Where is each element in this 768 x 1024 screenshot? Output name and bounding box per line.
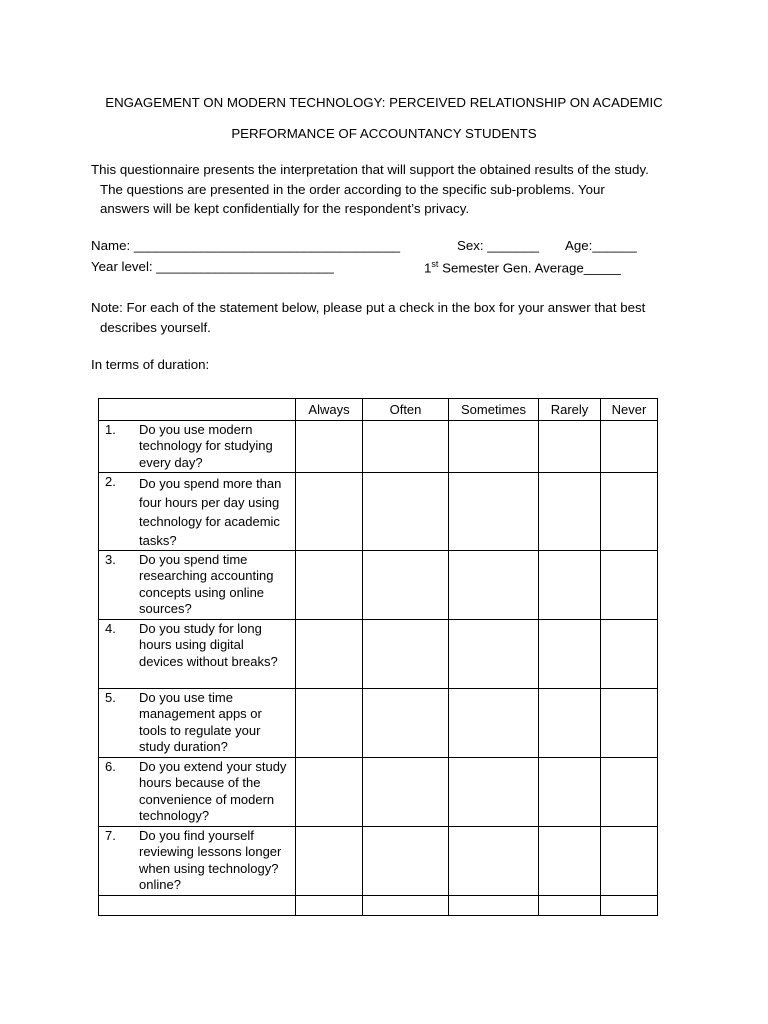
answer-box-always[interactable] [296,758,363,827]
age-field[interactable]: Age:______ [565,238,637,253]
intro-line-2: The questions are presented in the order according to the specific sub-problems. Your [100,181,605,197]
answer-box-sometimes[interactable] [449,827,539,896]
table-row [99,473,658,551]
name-field[interactable]: Name: ____________________________________ [91,238,401,253]
questionnaire-table [98,398,658,916]
gen-average-label: Semester Gen. Average_____ [438,260,621,276]
table-row [99,758,658,827]
answer-box-never[interactable] [601,896,658,916]
header-question [99,399,296,421]
section-label: In terms of duration: [91,357,210,372]
answer-box-rarely[interactable] [539,758,601,827]
answer-box-always[interactable] [296,689,363,758]
answer-box-never[interactable] [601,551,658,620]
question-number: 5. [105,690,116,705]
table-row [99,551,658,620]
intro-paragraph [91,160,691,219]
header-always: Always [296,399,363,421]
answer-box-often[interactable] [363,620,449,689]
answer-box-sometimes[interactable] [449,896,539,916]
note-line-1: Note: For each of the statement below, please put a check in the box for your answer that best [91,300,646,315]
answer-box-always[interactable] [296,896,363,916]
question-number: 7. [105,828,116,843]
question-number: 3. [105,552,116,567]
answer-box-often[interactable] [363,421,449,473]
answer-box-rarely[interactable] [539,896,601,916]
answer-box-always[interactable] [296,551,363,620]
question-text: Do you find yourself reviewing lessons longer when using technology? online? [139,828,282,892]
header-never: Never [601,399,658,421]
answer-box-never[interactable] [601,758,658,827]
answer-box-often[interactable] [363,473,449,551]
question-text: Do you use time management apps or tools to regulate your study duration? [139,690,262,754]
year-level-field[interactable]: Year level: ________________________ [91,259,334,274]
title-line-1: ENGAGEMENT ON MODERN TECHNOLOGY: PERCEIVED RELATIONSHIP ON ACADEMIC [105,95,663,110]
answer-box-never[interactable] [601,473,658,551]
question-text: Do you use modern technology for studying every day? [139,422,273,470]
question-text: Do you spend more than four hours per day using technology for academic tasks? [139,476,282,548]
answer-box-never[interactable] [601,827,658,896]
question-text: Do you extend your study hours because of the convenience of modern technology? [139,759,287,823]
header-often: Often [363,399,449,421]
answer-box-often[interactable] [363,896,449,916]
answer-box-sometimes[interactable] [449,551,539,620]
answer-box-sometimes[interactable] [449,758,539,827]
answer-box-often[interactable] [363,827,449,896]
answer-box-often[interactable] [363,689,449,758]
gen-average-ordinal: 1 [424,260,432,276]
answer-box-sometimes[interactable] [449,421,539,473]
answer-box-always[interactable] [296,473,363,551]
answer-box-sometimes[interactable] [449,689,539,758]
answer-box-always[interactable] [296,620,363,689]
question-text: Do you spend time researching accounting concepts using online sources? [139,552,274,616]
table-row [99,421,658,473]
table-row [99,620,658,689]
gen-average-field[interactable] [424,259,621,275]
answer-box-rarely[interactable] [539,473,601,551]
title-line-2: PERFORMANCE OF ACCOUNTANCY STUDENTS [231,126,537,141]
answer-box-often[interactable] [363,551,449,620]
question-number: 6. [105,759,116,774]
answer-box-rarely[interactable] [539,827,601,896]
intro-line-1: This questionnaire presents the interpretation that will support the obtained results of the study. [91,162,649,177]
header-rarely: Rarely [539,399,601,421]
answer-box-rarely[interactable] [539,421,601,473]
answer-box-rarely[interactable] [539,620,601,689]
answer-box-always[interactable] [296,827,363,896]
answer-box-rarely[interactable] [539,689,601,758]
answer-box-sometimes[interactable] [449,473,539,551]
question-number: 2. [105,474,116,489]
table-row [99,827,658,896]
answer-box-never[interactable] [601,421,658,473]
intro-line-3: answers will be kept confidentially for the respondent’s privacy. [100,201,470,216]
table-header-row [99,399,658,421]
question-number: 1. [105,422,116,437]
table-row-empty [99,896,658,916]
answer-box-never[interactable] [601,689,658,758]
question-text: Do you study for long hours using digital devices without breaks? [139,621,278,669]
note-paragraph [91,298,691,337]
header-sometimes: Sometimes [449,399,539,421]
table-row [99,689,658,758]
answer-box-often[interactable] [363,758,449,827]
answer-box-always[interactable] [296,421,363,473]
answer-box-never[interactable] [601,620,658,689]
question-number: 4. [105,621,116,636]
gen-average-ordinal-suffix: st [431,259,439,269]
answer-box-rarely[interactable] [539,551,601,620]
note-line-2: describes yourself. [100,319,211,335]
sex-field[interactable]: Sex: _______ [457,238,540,253]
answer-box-sometimes[interactable] [449,620,539,689]
